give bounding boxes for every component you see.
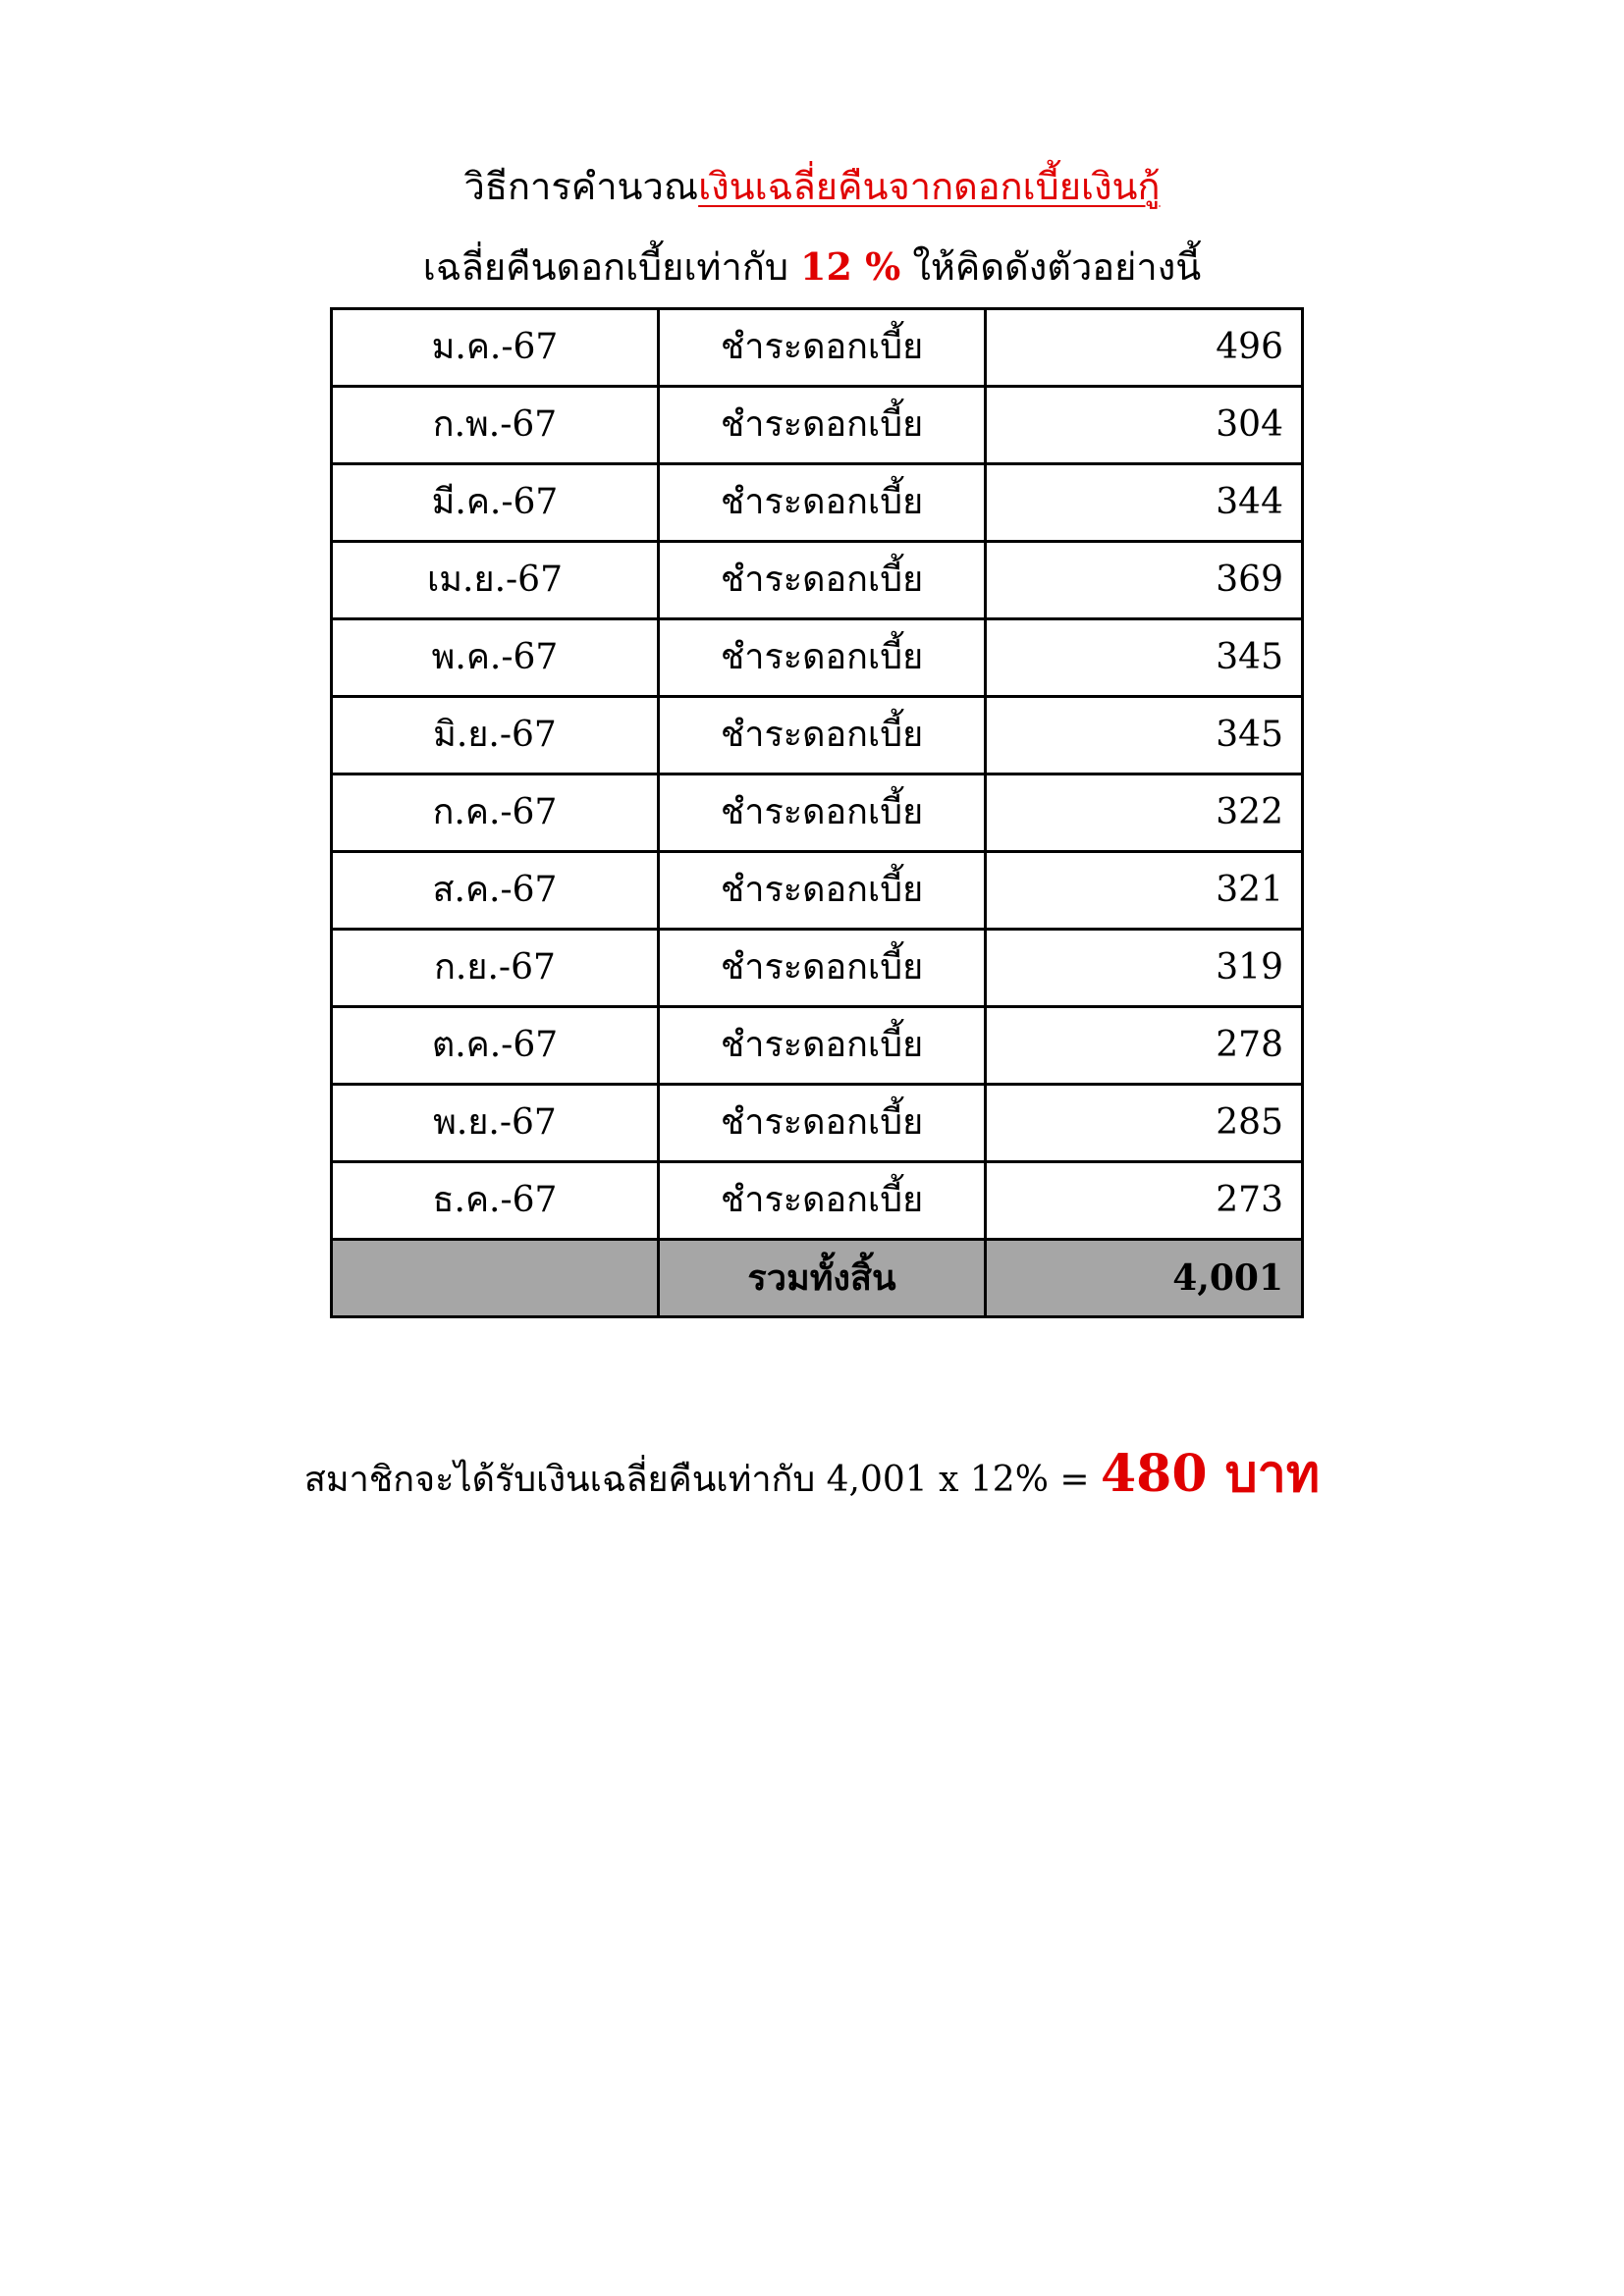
description-cell: ชำระดอกเบี้ย	[659, 697, 986, 774]
table-row	[332, 930, 1303, 1007]
document-subtitle	[0, 240, 1624, 294]
amount-cell: 319	[986, 930, 1303, 1007]
summary-result: 480 บาท	[1100, 1444, 1321, 1504]
description-cell: ชำระดอกเบี้ย	[659, 930, 986, 1007]
table-row	[332, 774, 1303, 852]
title-prefix: วิธีการคำนวณ	[463, 165, 699, 208]
title-highlight: เงินเฉลี่ยคืนจากดอกเบี้ยเงินกู้	[698, 165, 1161, 208]
subtitle-percent: 12 %	[800, 244, 901, 289]
table-row	[332, 387, 1303, 464]
month-cell: ธ.ค.-67	[332, 1162, 659, 1240]
table-row	[332, 1007, 1303, 1085]
amount-cell: 345	[986, 697, 1303, 774]
month-cell: ต.ค.-67	[332, 1007, 659, 1085]
description-cell: ชำระดอกเบี้ย	[659, 774, 986, 852]
description-cell: ชำระดอกเบี้ย	[659, 464, 986, 542]
summary-line	[0, 1439, 1624, 1516]
month-cell: พ.ค.-67	[332, 619, 659, 697]
table-row	[332, 1085, 1303, 1162]
month-cell: พ.ย.-67	[332, 1085, 659, 1162]
total-amount: 4,001	[986, 1240, 1303, 1317]
amount-cell: 345	[986, 619, 1303, 697]
month-cell: มิ.ย.-67	[332, 697, 659, 774]
amount-cell: 344	[986, 464, 1303, 542]
table-row	[332, 619, 1303, 697]
document-title	[0, 159, 1624, 214]
description-cell: ชำระดอกเบี้ย	[659, 1085, 986, 1162]
description-cell: ชำระดอกเบี้ย	[659, 1162, 986, 1240]
description-cell: ชำระดอกเบี้ย	[659, 387, 986, 464]
description-cell: ชำระดอกเบี้ย	[659, 1007, 986, 1085]
month-cell: ส.ค.-67	[332, 852, 659, 930]
month-cell: ก.ย.-67	[332, 930, 659, 1007]
table-row	[332, 697, 1303, 774]
month-cell: มี.ค.-67	[332, 464, 659, 542]
table-row	[332, 309, 1303, 387]
description-cell: ชำระดอกเบี้ย	[659, 619, 986, 697]
table-row	[332, 464, 1303, 542]
subtitle-prefix: เฉลี่ยคืนดอกเบี้ยเท่ากับ	[422, 245, 801, 289]
amount-cell: 321	[986, 852, 1303, 930]
description-cell: ชำระดอกเบี้ย	[659, 309, 986, 387]
total-label: รวมทั้งสิ้น	[659, 1240, 986, 1317]
amount-cell: 273	[986, 1162, 1303, 1240]
description-cell: ชำระดอกเบี้ย	[659, 542, 986, 619]
total-empty-cell	[332, 1240, 659, 1317]
subtitle-suffix: ให้คิดดังตัวอย่างนี้	[900, 245, 1202, 289]
summary-text: สมาชิกจะได้รับเงินเฉลี่ยคืนเท่ากับ 4,001 x 12% =	[303, 1460, 1101, 1500]
amount-cell: 285	[986, 1085, 1303, 1162]
amount-cell: 322	[986, 774, 1303, 852]
month-cell: เม.ย.-67	[332, 542, 659, 619]
month-cell: ก.ค.-67	[332, 774, 659, 852]
amount-cell: 496	[986, 309, 1303, 387]
interest-payment-table	[330, 307, 1304, 1318]
amount-cell: 304	[986, 387, 1303, 464]
table-row	[332, 1162, 1303, 1240]
month-cell: ม.ค.-67	[332, 309, 659, 387]
description-cell: ชำระดอกเบี้ย	[659, 852, 986, 930]
amount-cell: 278	[986, 1007, 1303, 1085]
table-row	[332, 852, 1303, 930]
amount-cell: 369	[986, 542, 1303, 619]
total-row	[332, 1240, 1303, 1317]
table-row	[332, 542, 1303, 619]
month-cell: ก.พ.-67	[332, 387, 659, 464]
